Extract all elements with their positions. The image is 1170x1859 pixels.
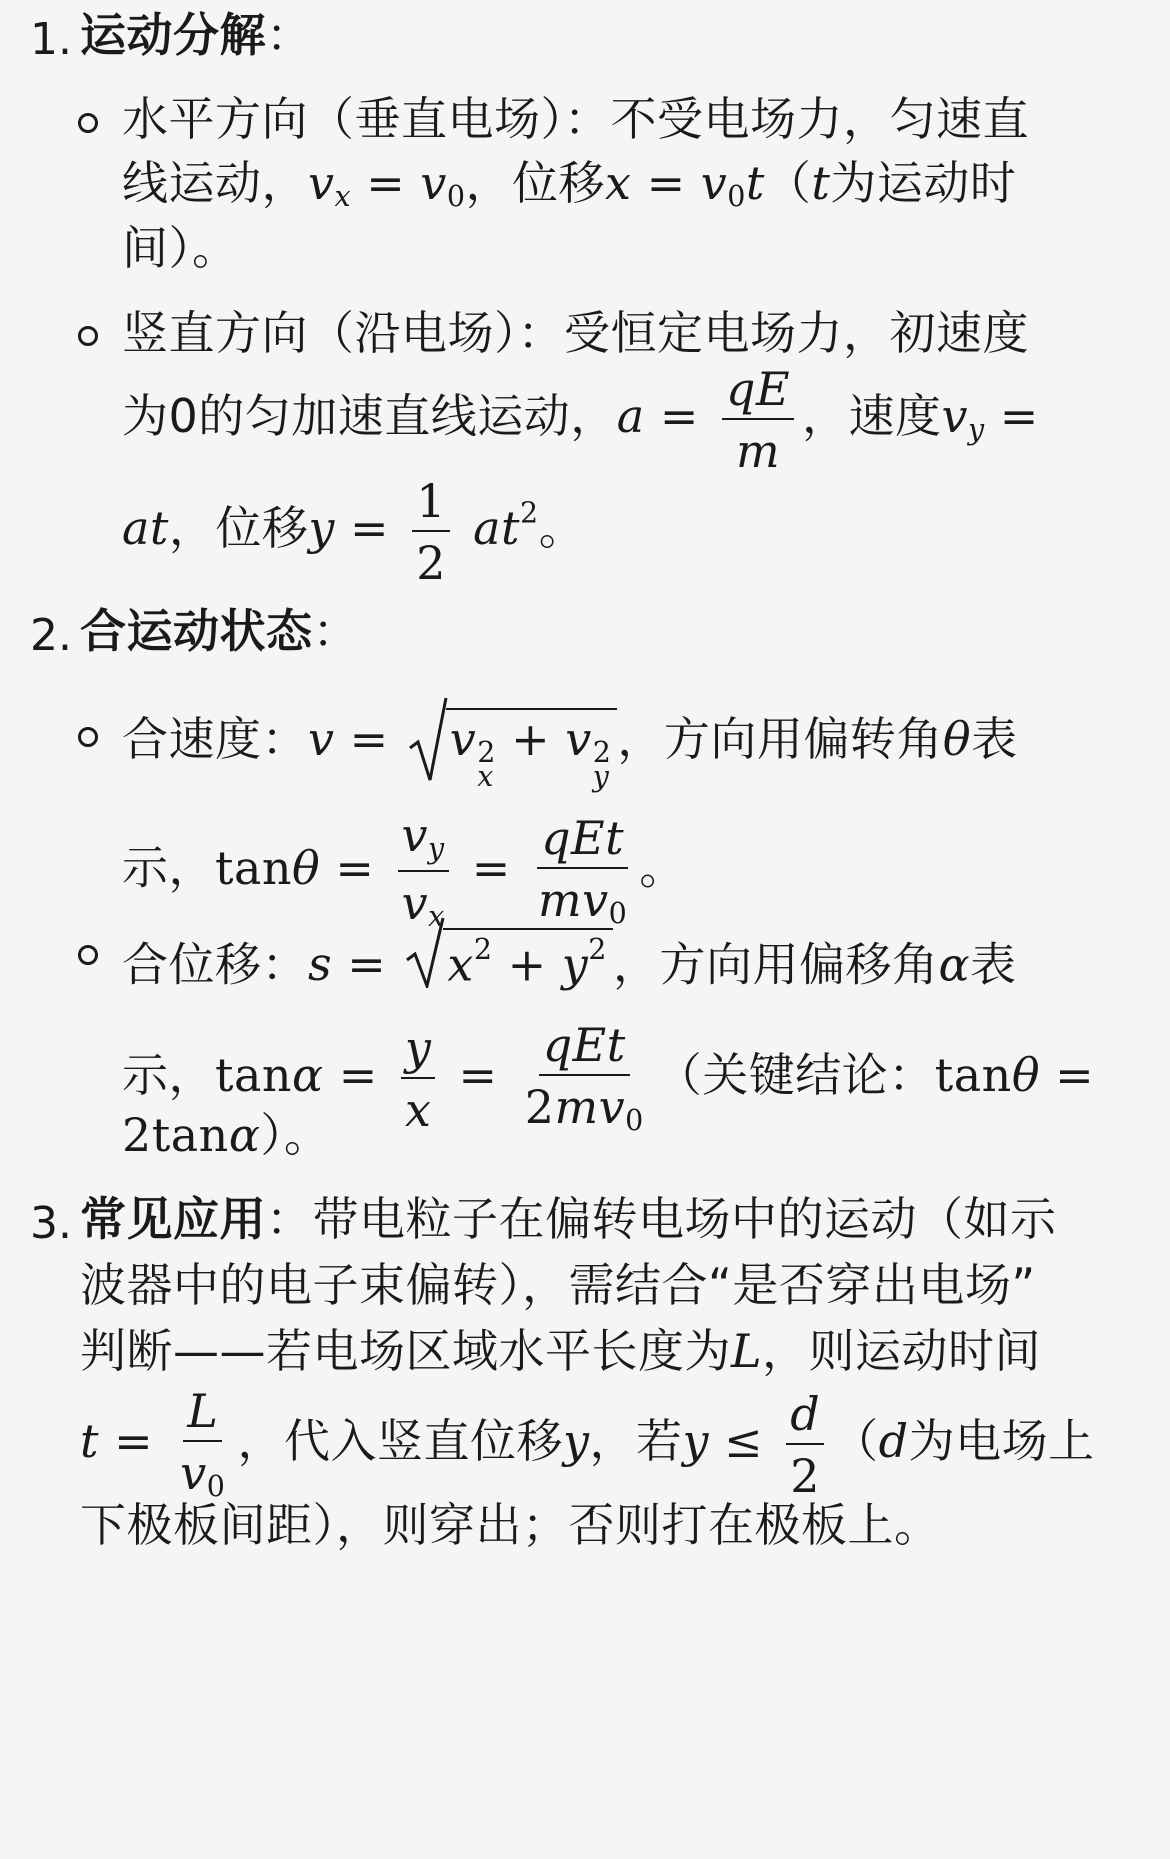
math-vy-eq: $v_y$ = [941,389,1039,447]
math-y: y [562,1413,590,1468]
text-line: 水平方向（垂直电场）：不受电场力，匀速直 [122,92,1029,146]
text-line [80,1324,1042,1378]
text-fragment: ，速度 [802,389,942,443]
heading-colon: ： [312,604,359,658]
text-line [122,1108,331,1162]
bullet-circle [78,113,98,133]
text-line: 波器中的电子束偏转），需结合“是否穿出电场” [80,1258,1036,1312]
math-2tan-alpha: 2tanα [122,1108,261,1162]
heading-colon: ： [266,1192,313,1246]
text-fragment: 。 [538,501,586,555]
heading-text: 常见应用 [80,1192,266,1246]
math-y-eq-half-at2: y = $\frac{1}{2}$ $at^2$ [308,474,539,590]
text-line [122,362,1039,478]
bullet-circle [78,326,98,346]
item-heading [80,8,313,62]
text-fragment: ，若 [589,1413,683,1468]
text-fragment: 合速度： [122,712,308,766]
text-fragment: 判断——若电场区域水平长度为 [80,1324,731,1378]
text-fragment: 合位移： [122,937,308,992]
text-line [122,928,1017,992]
text-line: 下极板间距），则穿出；否则打在极板上。 [80,1498,941,1552]
text-line: 间）。 [122,221,239,275]
text-fragment: ，代入竖直位移 [237,1413,563,1468]
text-line [122,156,1017,214]
math-s-eq-sqrt: s = $x^2 + y^2$ [308,937,613,991]
math-theta: θ [942,712,972,766]
text-fragment: 。 [639,840,686,895]
text-fragment: ，位移 [168,501,309,555]
math-at: at [122,501,169,555]
text-line: 竖直方向（沿电场）：受恒定电场力，初速度 [122,306,1029,360]
math-a-eq-qE-over-m: a = $\frac{qE}{m}$ [617,389,802,443]
math-vx-eq-v0: $v_x = v_0$ [308,156,466,214]
text-line [122,474,586,590]
text-fragment: （ [832,1413,879,1468]
text-fragment: （关键结论： [655,1047,935,1102]
math-L: L [731,1324,763,1378]
math-d: d [878,1413,909,1468]
math-alpha: α [938,937,971,992]
text-line [80,1384,1095,1504]
text-fragment: ，方向用偏移角 [612,937,939,992]
heading-text: 运动分解 [80,8,266,62]
heading-colon: ： [266,8,313,62]
text-line [122,808,686,933]
text-fragment: 为运动时 [830,156,1017,210]
heading-text: 合运动状态 [80,604,313,658]
text-line [122,708,1018,794]
math-y-le-d-over-2: y ≤ $\frac{d}{2}$ [682,1414,832,1468]
bullet-circle [78,727,98,747]
text-fragment: 为0的匀加速直线运动， [122,389,617,443]
math-tan-theta-eq: tanθ = [934,1047,1095,1102]
text-fragment: ）。 [260,1108,331,1162]
math-tan-theta: tanθ = $\frac{v_y}{v_x}$ = $\frac{\text{qEt}}{mv_0}$ [215,808,628,933]
bullet-circle [78,945,98,965]
math-x-eq-v0t: $x = v_0t$ [605,156,765,214]
item-number: 1. [30,14,72,65]
text-fragment: 示， [122,840,215,895]
text-fragment: 示， [122,1047,215,1102]
math-t-eq-L-over-v0: t = $\frac{L}{v_0}$ [80,1384,226,1504]
text-fragment: 为电场上 [908,1413,1095,1468]
text-fragment: 表 [970,937,1017,992]
math-v-eq-sqrt: v = v 2 x + v 2 y [308,712,617,766]
text-fragment: 线运动， [122,156,308,210]
text-fragment: 带电粒子在偏转电场中的运动（如示 [312,1192,1057,1246]
item-number: 3. [30,1198,72,1249]
item-number: 2. [30,610,72,661]
text-fragment: ，位移 [465,156,606,210]
text-fragment: ，方向用偏转角 [617,712,943,766]
item-heading [80,1192,1057,1246]
text-fragment: 表 [971,712,1018,766]
math-tan-alpha: tanα = $\frac{y}{x}$ = $\frac{\text{qEt}}{2mv_0}$ [215,1018,644,1138]
item-heading [80,604,359,658]
math-t: t [811,156,831,210]
text-fragment: ，则运动时间 [762,1324,1042,1378]
text-fragment: （ [764,156,812,210]
